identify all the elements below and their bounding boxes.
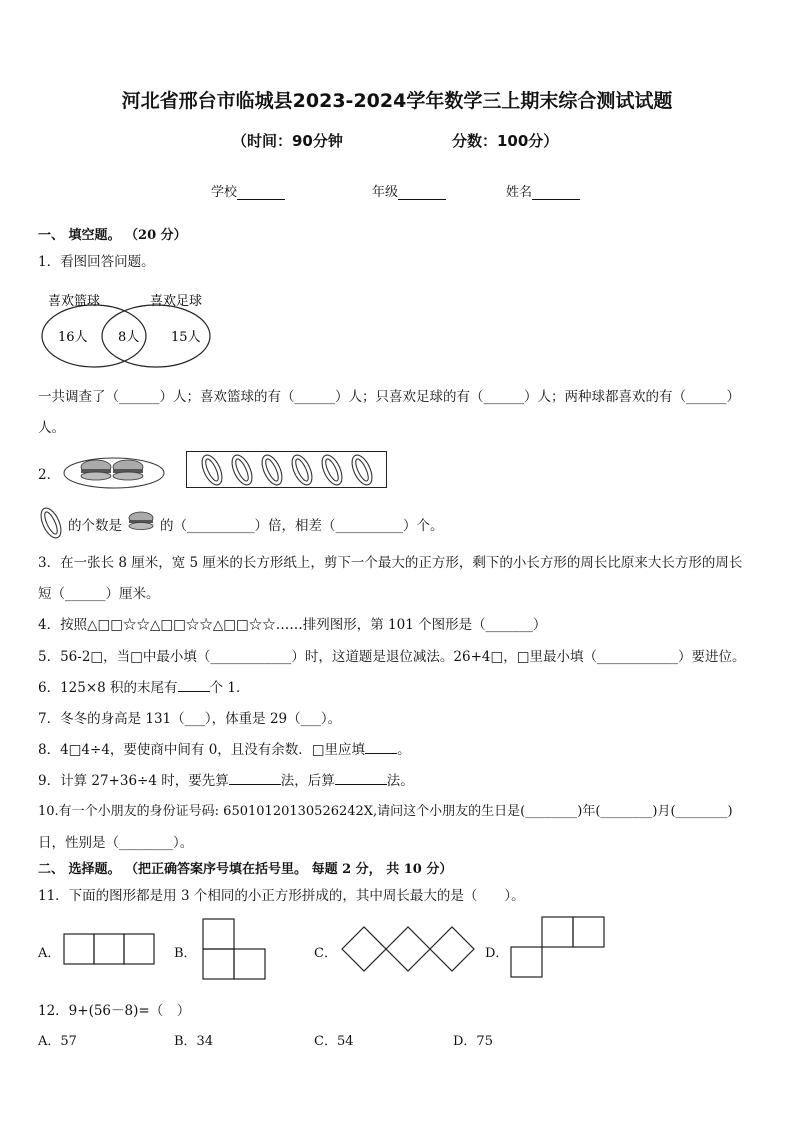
q9-text-a: 9．计算 27+36÷4 时，要先算 [38,773,229,789]
q11-option-c-figure [340,924,476,974]
q12-option-a: A．57 [38,1034,77,1049]
hotdog-icon [198,452,226,488]
q11-option-d-label: D． [485,946,509,961]
q12-option-c: C．54 [314,1034,354,1049]
q3-line2: 短（______）厘米。 [38,586,160,602]
q11-option-c-label: C． [314,946,337,961]
q11-option-a-label: A． [38,946,61,961]
q1-text: 1．看图回答问题。 [38,254,155,270]
name-blank [532,187,580,200]
q6-text [38,676,249,696]
q2-number: 2． [38,467,61,483]
q10-line1: 10.有一个小朋友的身份证号码: 65010120130526242X,请问这个小朋友的生日是(________)年(________)月(________) [38,804,733,819]
name-field [506,181,580,200]
q11-option-a-figure [63,933,157,965]
score-label: 分数：100分） [452,132,559,150]
q5-text: 5．56-2□，当□中最小填（____________）时，这道题是退位减法。26+4□，□里最小填（____________）要进位。 [38,649,746,665]
hotdog-icon [348,452,376,488]
q3-line1: 3．在一张长 8 厘米，宽 5 厘米的长方形纸上，剪下一个最大的正方形，剩下的小长方形的周长比原来大长方形的周长 [38,555,743,571]
q9-text-c: 法。 [386,773,414,789]
venn-left-label: 喜欢篮球 [48,294,101,309]
venn-middle-value: 8人 [118,330,140,345]
q6-blank [178,679,210,692]
q2-text-a: 的个数是 [68,518,122,534]
q8-text-a: 8．4□4÷4，要使商中间有 0，且没有余数．□里应填 [38,742,366,758]
hotdog-box [186,451,388,489]
q9-text [38,769,414,789]
venn-right-label: 喜欢足球 [150,294,203,309]
q11-option-d-figure [510,916,606,979]
hotdog-icon [36,504,66,542]
q10-line2: 日，性别是（________）。 [38,835,194,851]
q9-blank-1 [229,772,281,785]
grade-field [372,181,446,200]
school-field [211,181,285,200]
hotdog-icon [288,452,316,488]
q8-text-b: 。 [397,742,411,758]
hamburger-icon [81,460,111,480]
venn-left-value: 16人 [58,330,88,345]
q9-text-b: 法，后算 [280,773,335,789]
q1-line1: 一共调查了（______）人；喜欢篮球的有（______）人；只喜欢足球的有（______）人；两种球都喜欢的有（______） [38,389,740,405]
q11-option-b-label: B． [174,946,197,961]
venn-diagram [38,288,218,372]
hotdog-icon [228,452,256,488]
q6-text-b: 个 1． [209,680,250,696]
grade-blank [398,187,446,200]
q8-blank [365,741,397,754]
q1-line2: 人。 [38,420,65,436]
hotdog-icon [258,452,286,488]
q4-text: 4．按照△□□☆☆△□□☆☆△□□☆☆……排列图形，第 101 个图形是（_______） [38,617,547,633]
hamburger-plate-icon [62,454,166,490]
q11-text: 11．下面的图形都是用 3 个相同的小正方形拼成的，其中周长最大的是（ ）。 [38,888,525,904]
section1-heading: 一、 填空题。 （20 分） [38,228,187,243]
hamburger-icon [127,510,155,532]
venn-right-value: 15人 [171,330,201,345]
q12-text: 12．9+(56－8)=（ ） [38,1003,191,1019]
name-label: 姓名 [506,185,533,200]
q12-option-d: D．75 [453,1034,493,1049]
q2-text-b: 的（__________）倍，相差（__________）个。 [160,518,444,534]
school-label: 学校 [211,185,238,200]
school-blank [237,187,285,200]
q11-option-b-figure [202,918,266,981]
q9-blank-2 [335,772,387,785]
hamburger-icon [113,460,143,480]
q12-option-b: B．34 [174,1034,214,1049]
q7-text: 7．冬冬的身高是 131（___），体重是 29（___）。 [38,711,342,727]
q6-text-a: 6．125×8 积的末尾有 [38,680,178,696]
exam-title: 河北省邢台市临城县2023-2024学年数学三上期末综合测试试题 [121,90,673,112]
q8-text [38,738,411,758]
section2-heading: 二、 选择题。 （把正确答案序号填在括号里。 每题 2 分， 共 10 分） [38,862,453,877]
hotdog-icon [318,452,346,488]
grade-label: 年级 [372,185,399,200]
time-label: （时间：90分钟 [232,132,343,150]
